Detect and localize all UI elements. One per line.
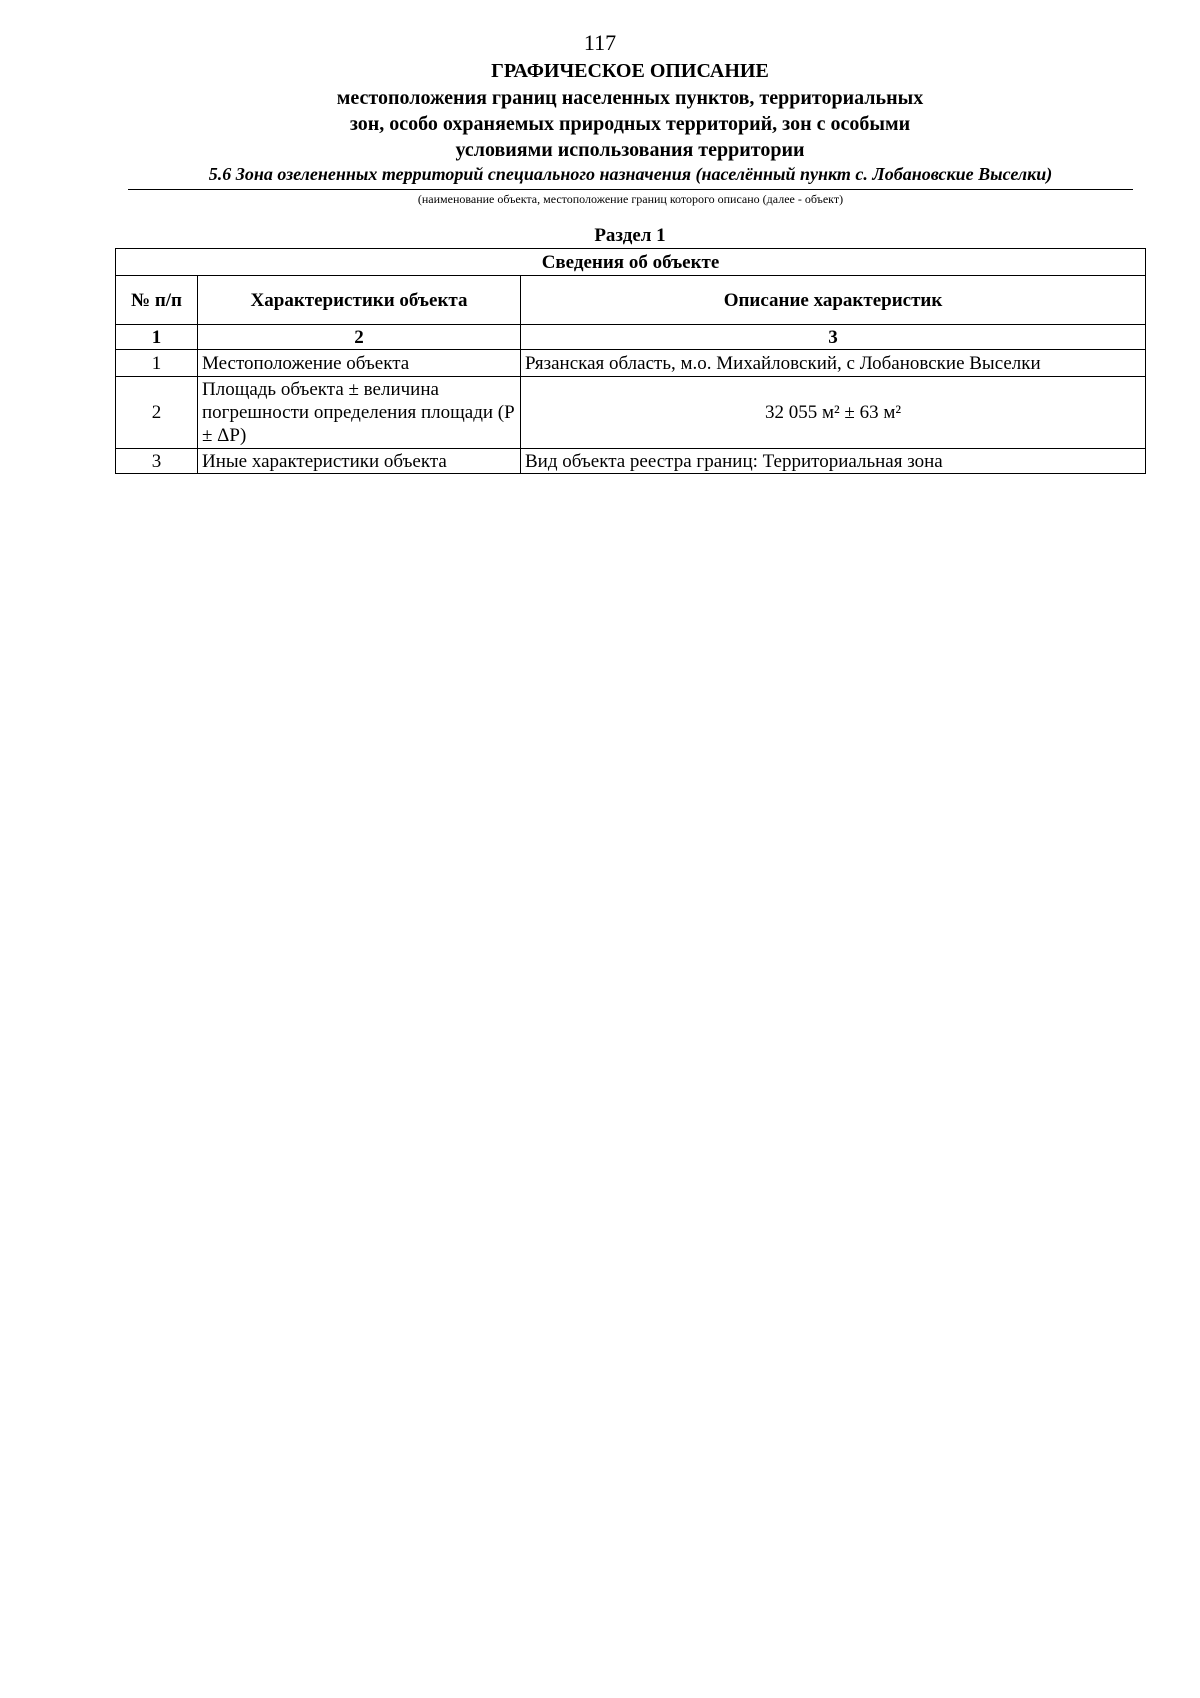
column-number: 1 (116, 325, 198, 350)
subtitle-line: зон, особо охраняемых природных территорий, зон с особыми (349, 113, 911, 135)
object-name: 5.6 Зона озелененных территорий специального назначения (населённый пункт с. Лобановские Выселки) (208, 164, 1053, 184)
row-characteristic: Иные характеристики объекта (198, 449, 521, 474)
page-number: 117 (583, 30, 617, 55)
object-info-table (115, 248, 1146, 474)
column-number: 3 (521, 325, 1146, 350)
row-number: 2 (116, 377, 198, 449)
object-name-underline (128, 189, 1133, 190)
header-characteristic: Характеристики объекта (198, 276, 521, 325)
header-number: № п/п (116, 276, 198, 325)
table-caption: Сведения об объекте (116, 249, 1146, 276)
row-description: Вид объекта реестра границ: Территориальная зона (521, 449, 1146, 474)
table-row (116, 350, 1146, 377)
table-header-row (116, 276, 1146, 325)
document-subtitle (0, 85, 1200, 163)
row-description: 32 055 м² ± 63 м² (521, 377, 1146, 449)
column-number-row (116, 325, 1146, 350)
row-description: Рязанская область, м.о. Михайловский, с Лобановские Выселки (521, 350, 1146, 377)
header-description: Описание характеристик (521, 276, 1146, 325)
table-row (116, 449, 1146, 474)
column-number: 2 (198, 325, 521, 350)
row-characteristic: Местоположение объекта (198, 350, 521, 377)
subtitle-line: местоположения границ населенных пунктов, территориальных (336, 87, 924, 109)
section-title: Раздел 1 (594, 225, 666, 246)
subtitle-line: условиями использования территории (455, 139, 805, 161)
table-caption-row (116, 249, 1146, 276)
object-caption: (наименование объекта, местоположение границ которого описано (далее - объект) (417, 192, 844, 206)
row-characteristic: Площадь объекта ± величина погрешности определения площади (P ± ΔP) (198, 377, 521, 449)
row-number: 1 (116, 350, 198, 377)
table-row (116, 377, 1146, 449)
row-number: 3 (116, 449, 198, 474)
document-title: ГРАФИЧЕСКОЕ ОПИСАНИЕ (491, 60, 769, 82)
